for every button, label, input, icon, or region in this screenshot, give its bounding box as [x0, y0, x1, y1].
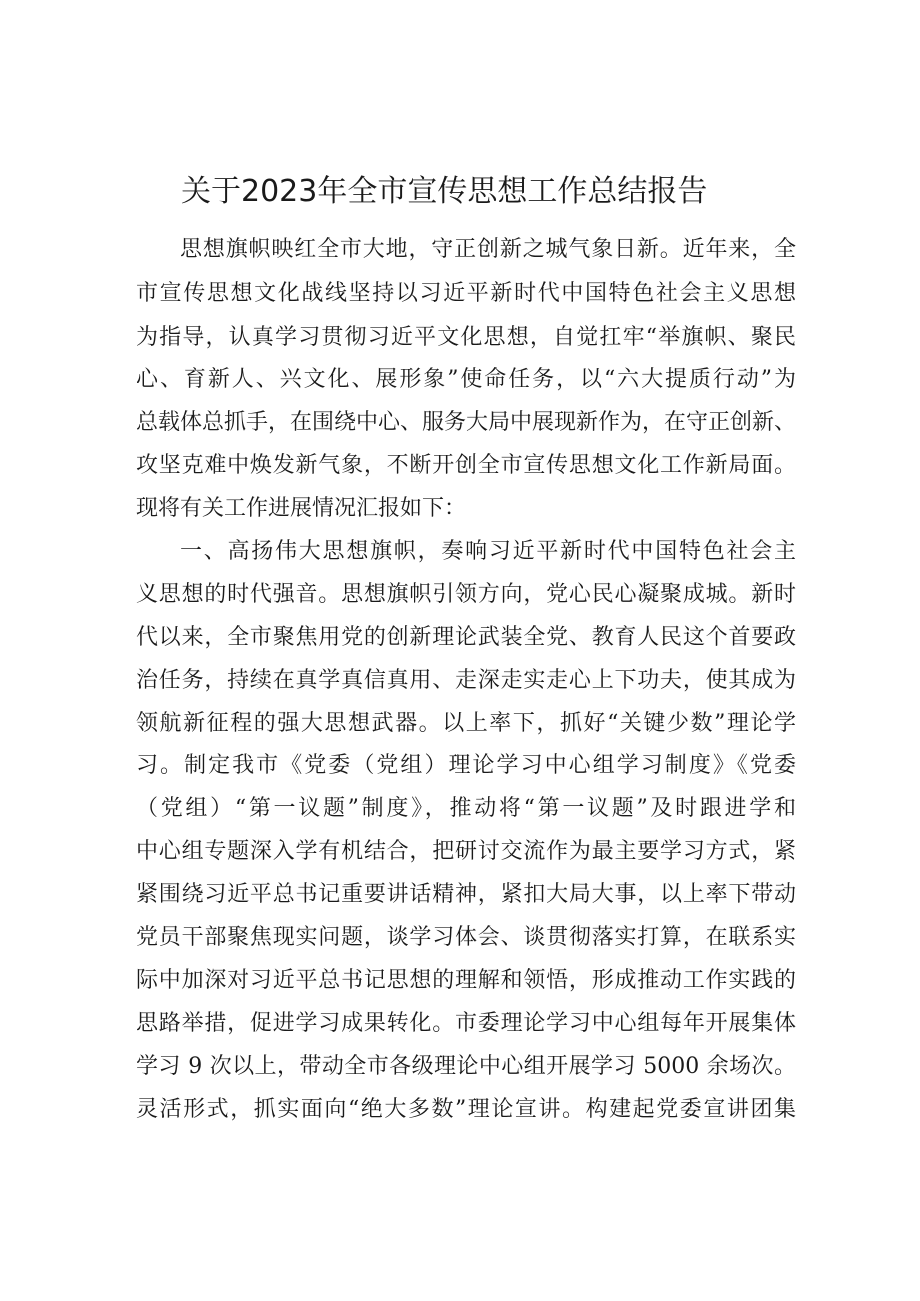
- paragraph-2-line-1: 一、高扬伟大思想旗帜，奏响习近平新时代中国特色社会主: [180, 539, 796, 564]
- paragraph-2-line-6: 习。制定我市《党委（党组）理论学习中心组学习制度》《党委: [136, 753, 796, 778]
- paragraph-2-line-2: 义思想的时代强音。思想旗帜引领方向，党心民心凝聚成城。新时: [136, 582, 796, 607]
- paragraph-1-line-3: 为指导，认真学习贯彻习近平文化思想，自觉扛牢“举旗帜、聚民: [136, 325, 796, 350]
- paragraph-2-line-10: 党员干部聚焦现实问题，谈学习体会、谈贯彻落实打算，在联系实: [136, 925, 796, 950]
- paragraph-1-line-4: 心、育新人、兴文化、展形象”使命任务，以“六大提质行动”为: [136, 367, 796, 392]
- paragraph-1-line-7: 现将有关工作进展情况汇报如下：: [136, 496, 467, 521]
- paragraph-2-line-5: 领航新征程的强大思想武器。以上率下，抓好“关键少数”理论学: [136, 711, 796, 736]
- paragraph-2-line-7: （党组）“第一议题”制度》，推动将“第一议题”及时跟进学和: [136, 796, 796, 821]
- document-title: 关于2023年全市宣传思想工作总结报告: [181, 174, 708, 209]
- paragraph-1-line-5: 总载体总抓手，在围绕中心、服务大局中展现新作为，在守正创新、: [136, 410, 797, 435]
- paragraph-2-line-12: 思路举措，促进学习成果转化。市委理论学习中心组每年开展集体: [136, 1011, 796, 1036]
- paragraph-2-line-3: 代以来，全市聚焦用党的创新理论武装全党、教育人民这个首要政: [136, 625, 796, 650]
- paragraph-2-line-9: 紧围绕习近平总书记重要讲话精神，紧扣大局大事，以上率下带动: [136, 882, 796, 907]
- paragraph-1-line-6: 攻坚克难中焕发新气象，不断开创全市宣传思想文化工作新局面。: [136, 453, 796, 478]
- paragraph-2-line-13: 学习 9 次以上，带动全市各级理论中心组开展学习 5000 余场次。: [136, 1054, 796, 1079]
- paragraph-1-line-1: 思想旗帜映红全市大地，守正创新之城气象日新。近年来，全: [180, 237, 796, 262]
- paragraph-2-line-4: 治任务，持续在真学真信真用、走深走实走心上下功夫，使其成为: [136, 668, 796, 693]
- paragraph-2-line-8: 中心组专题深入学有机结合，把研讨交流作为最主要学习方式，紧: [136, 839, 796, 864]
- paragraph-2-line-14: 灵活形式，抓实面向“绝大多数”理论宣讲。构建起党委宣讲团集: [136, 1097, 796, 1122]
- paragraph-2-line-11: 际中加深对习近平总书记思想的理解和领悟，形成推动工作实践的: [136, 968, 796, 993]
- paragraph-1-line-2: 市宣传思想文化战线坚持以习近平新时代中国特色社会主义思想: [136, 281, 796, 306]
